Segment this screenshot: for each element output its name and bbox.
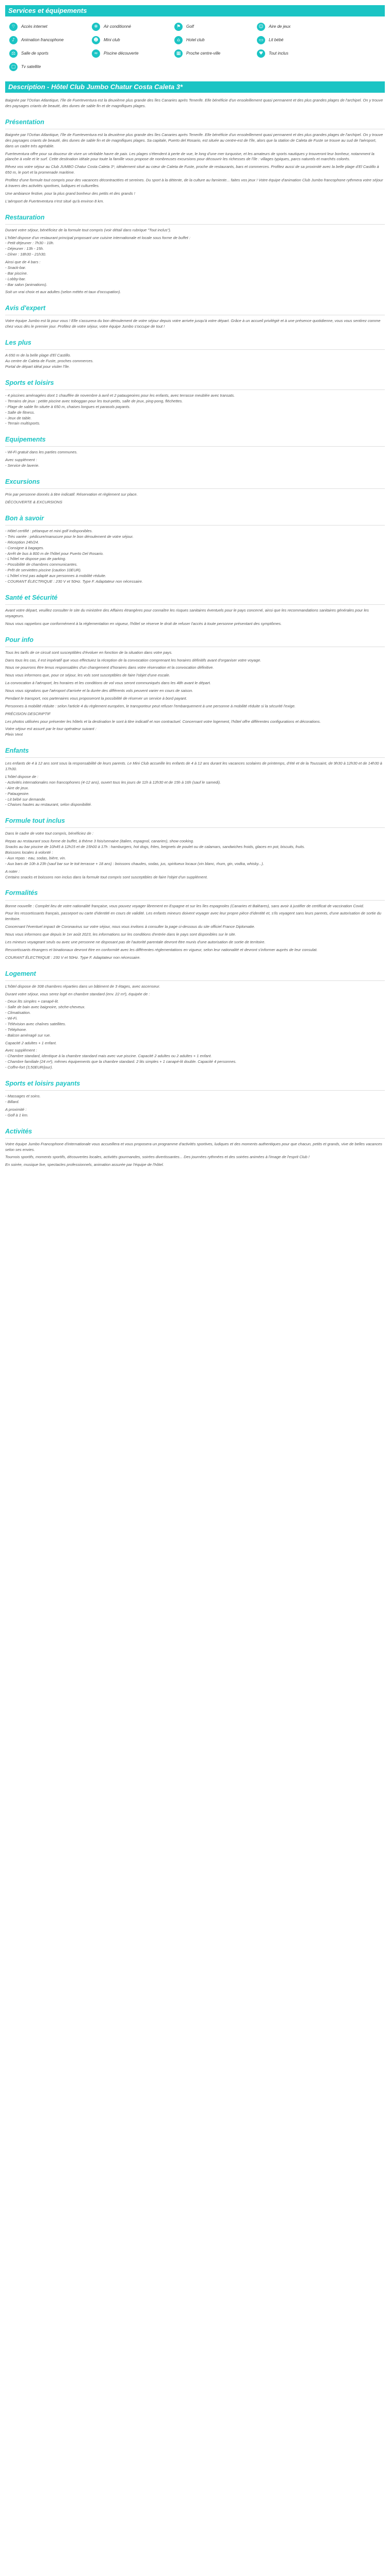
equipment-label: Mini club: [104, 38, 120, 43]
section-heading: Logement: [5, 970, 36, 977]
section-divider: [5, 1138, 385, 1139]
equipment-item: [9, 36, 92, 44]
section-paragraph: Rêvez vos votre séjour au Club JUMBO Chatur Costa Caleta 3*, idéalement situé au cœur de Caleta de Fuste, proche de restaurants, bars et commerces. Profitez aussi de sa proximité avec la belle plage d'El Castillo à 650 m, le port et la promenade maritime.: [5, 164, 379, 175]
page: [0, 5, 391, 1180]
section-paragraph: - Deux lits simples + canapé-lit. - Salle de bain avec baignoire, sèche-cheveux. - Climatisation. - Wi-Fi. - Télévision avec chaînes satellites. - Téléphone. - Balcon aménagé sur rue.: [5, 999, 86, 1038]
section-paragraph: Les mineurs voyageant seuls ou avec une personne ne disposant pas de l'autorité parentale devront être munis d'une autorisation de sortie de territoire.: [5, 939, 266, 944]
equipment-item: [9, 63, 92, 71]
section-heading: Bon à savoir: [5, 514, 44, 522]
section-heading: Avis d'expert: [5, 304, 46, 312]
section-paragraph: Tournois sportifs, moments sportifs, découvertes locales, activités gourmandes, soirées divertissantes... Des journées rythmées et des soirées animées à l'image de l'esprit Club !: [5, 1155, 309, 1160]
equipment-item: [257, 36, 339, 44]
section-paragraph: En soirée, musique live, spectacles professionnels, animation assurée par l'équipe de l'hôtel.: [5, 1162, 164, 1167]
section-paragraph: COURANT ÉLECTRIQUE : 230 V et 50Hz. Type F. Adaptateur non nécessaire.: [5, 955, 141, 960]
equipment-label: Proche centre-ville: [186, 51, 221, 56]
section-paragraph: Dans le cadre de votre tout compris, bénéficiez de :: [5, 831, 93, 836]
equipment-label: Hotel club: [186, 38, 205, 43]
child-icon: ☻: [92, 36, 100, 44]
equipment-item: [92, 36, 174, 44]
section-paragraph: - Massages et soins. - Billard.: [5, 1094, 41, 1104]
section-paragraph: Votre équipe Jumbo Francophone d'internationale vous accueillera et vous proposera un programme d'activités sportives, ludiques et des moments authentiques pour que chacun, petits et grands, vive de belles vacances selon ses envies.: [5, 1141, 382, 1152]
section-paragraph: Votre séjour est assuré par le tour opérateur suivant : Plein Vent: [5, 726, 96, 737]
section-paragraph: Pour les ressortissants français, passeport ou carte d'identité en cours de validité. Les enfants mineurs doivent voyager avec leur propre pièce d'identité et, s'ils voyagent sans leurs parents, d'une autorisation de sortie du territoire.: [5, 911, 382, 922]
building-icon: ▦: [174, 49, 183, 58]
glass-icon: ♥: [257, 49, 265, 58]
equipment-label: Salle de sports: [21, 51, 48, 56]
section-divider: [5, 349, 385, 350]
section-paragraph: Tous les tarifs de ce circuit sont susceptibles d'évoluer en fonction de la situation dans votre pays.: [5, 650, 173, 655]
wifi-icon: ⌔: [9, 23, 18, 31]
section-paragraph: PRÉCISION DESCRIPTIF: [5, 711, 51, 716]
equipment-item: [92, 49, 174, 58]
equipment-item: [174, 36, 257, 44]
equipment-label: Lit bébé: [269, 38, 284, 43]
section-paragraph: Les enfants de 4 à 12 ans sont sous la responsabilité de leurs parents. Le Mini Club accueille les enfants de 4 à 12 ans durant les vacances scolaires de printemps, d'été et de la Toussaint, de 9h30 à 12h30 et de 14h30 à 17h30.: [5, 761, 382, 772]
hotel-icon: ⌂: [174, 36, 183, 44]
section-heading: Equipements: [5, 436, 46, 444]
equipment-item: [257, 23, 339, 31]
section-paragraph: L'hôtel dispose de : - Activités internationales non francophones (4-12 ans), ouvert tous les jours de 11h à 12h30 et de 15h à 16h (sauf le samedi). - Aire de jeux. - Pataugeoire. - Lit bébé sur demande. - Chaises hautes au restaurant, selon disponibilité.: [5, 774, 221, 807]
section-paragraph: Dans tous les cas, il est impératif que vous effectuiez la réception de la convocation comprenant les horaires définitifs avant d'organiser votre voyage.: [5, 657, 262, 663]
equipment-grid: [5, 16, 385, 77]
section-heading: Formalités: [5, 889, 38, 897]
section-divider: [5, 827, 385, 828]
equipment-item: [9, 49, 92, 58]
services-header: Services et équipements: [5, 5, 385, 16]
equipment-label: Tout inclus: [269, 51, 288, 56]
section-paragraph: Nous vous informons que, pour ce séjour, les vols sont susceptibles de faire l'objet d'une escale.: [5, 673, 170, 678]
section-paragraph: Avant votre départ, veuillez consulter le site du ministère des Affaires étrangères pour connaître les risques sanitaires éventuels pour le pays concerné, ainsi que les recommandations sanitaires générales pour les voyageurs.: [5, 607, 369, 618]
section-divider: [5, 900, 385, 901]
section-paragraph: Une ambiance festive, pour la plus grand bonheur des petits et des grands !: [5, 191, 135, 196]
section-paragraph: Concernant l'éventuel impact de Coronavirus sur votre séjour, nous vous invitons à consulter la page ci-dessous du site officiel France Diplomatie.: [5, 924, 255, 929]
section-heading: Formule tout inclus: [5, 817, 65, 825]
tv-icon: ▢: [9, 63, 18, 71]
section-paragraph: Nous vous signalons que l'aéroport d'arrivée et la durée des différents vols peuvent varier en cours de saison.: [5, 688, 193, 693]
section-paragraph: Prix par personne donnés à titre indicatif. Réservation et règlement sur place.: [5, 492, 138, 497]
section-paragraph: L'aéroport de Fuerteventura n'est situé qu'à environ 8 km.: [5, 198, 104, 204]
section-heading: Activités: [5, 1127, 32, 1135]
equipment-label: Tv satellite: [21, 64, 41, 70]
section-paragraph: Repas au restaurant sous forme de buffet, à thème 3 fois/semaine (italien, espagnol, canarien), show cooking. Snacks au bar piscine de 10h45 à 12h15 et de 15h00 à 17h : hamburgers, hot dogs, frites, beignets de poulet ou de calamars, sandwiches froids, glaces en pot, biscuits, fruits. Boissons locales à volonté : - Aux repas : eau, sodas, bière, vin. - Aux bars de 10h à 23h (sauf bar sur le toit terrasse + 18 ans) : boissons chaudes, sodas, jus, spiritueux locaux (vin blanc, rhum, gin, vodka, whisky...).: [5, 839, 305, 866]
section-paragraph: L'hôtel dispose de 308 chambres réparties dans un bâtiment de 3 étages, avec ascenseur.: [5, 984, 160, 989]
equipment-item: [257, 49, 339, 58]
equipment-item: [9, 23, 92, 31]
description-sections: [5, 117, 385, 1168]
section-paragraph: Ainsi que de 4 bars : - Snack-bar. - Bar piscine. - Lobby-bar. - Bar salon (animations).: [5, 260, 47, 287]
section-paragraph: Les photos utilisées pour présenter les hôtels et la destination le sont à titre indicatif et non contractuel. Concernant votre logement, l'hôtel offre différentes configurations et décorations.: [5, 719, 321, 724]
section-paragraph: Votre équipe Jumbo est là pour vous ! Elle s'assurera du bon déroulement de votre séjour depuis votre arrivée jusqu'à votre départ. Grâce à un accueil privilégié et à une présence quotidienne, vous vous sentirez comme chez vous dès le premier jour. Profitez de votre séjour, votre équipe Jumbo s'occupe de tout !: [5, 318, 381, 329]
equipment-label: Piscine découverte: [104, 51, 139, 56]
section-divider: [5, 757, 385, 758]
section-paragraph: Avec supplément : - Service de laverie.: [5, 457, 40, 468]
section-heading: Sports et loisirs: [5, 379, 54, 386]
section-paragraph: Durant votre séjour, bénéficiez de la formule tout compris (voir détail dans rubrique "Tout inclus").: [5, 227, 171, 232]
section-paragraph: Bonne nouvelle : Complet lieu de votre nationalité française, vous pouvez voyager librement en Espagne et sur les îles espagnoles (Canaries et Baléares), sans avoir à justifier de certificat de vaccination Covid.: [5, 903, 364, 908]
section-paragraph: La convocation à l'aéroport, les horaires et les conditions de vol vous seront communiqués dans les 48h avant le départ.: [5, 681, 211, 686]
section-heading: Présentation: [5, 118, 44, 126]
snowflake-icon: ❄: [92, 23, 100, 31]
section-heading: Pour info: [5, 636, 34, 643]
section-divider: [5, 1090, 385, 1091]
section-paragraph: Nous vous rappelons que conformément à la réglementation en vigueur, l'hôtel se réserve le droit de refuser l'accès à toute personne présentant des symptômes.: [5, 621, 282, 626]
section-paragraph: Profitez d'une formule tout compris pour des vacances décontractées et sereines. Du sport à la détente, de la culture au farniente... faites vos jeux ! Votre équipe d'animation Club Jumbo francophone rythmera votre séjour à travers des activités sportives, ludiques et culturelles.: [5, 178, 383, 188]
section-paragraph: Pendant le transport, nos partenaires vous proposeront la possibilité de réserver un service à bord payant.: [5, 696, 187, 701]
section-heading: Excursions: [5, 478, 40, 485]
equipment-label: Accès internet: [21, 24, 47, 29]
section-paragraph: DÉCOUVERTE & EXCURSIONS: [5, 500, 62, 504]
section-paragraph: Fuerteventura offre pour sa douceur de vivre un véritable havre de paix. Les plages s'étendent à perte de vue, le long d'une mer turquoise, et les amateurs de sports nautiques y trouveront leur bonheur, notamment la planche à voile et le surf. Cette destination idéale pour toute la famille vous propose de nombreuses excursions pour découvrir les richesses de l'île : villages typiques, parcs naturels et marchés colorés.: [5, 151, 374, 162]
section-divider: [5, 389, 385, 390]
section-paragraph: Avec supplément : - Chambre standard, identique à la chambre standard mais avec vue piscine. Capacité 2 adultes ou 2 adultes + 1 enfant. - Chambre familiale (24 m²), mêmes équipements que la chambre standard. 2 lits simples + 1 canapé-lit double. Capacité 4 personnes. - Coffre-fort (3,50EUR/jour).: [5, 1048, 237, 1070]
section-paragraph: Ressortissants étrangers et binationaux devront être en conformité avec les différentes réglementations en vigueur, selon leur nationalité et devront s'informer auprès de leur consulat.: [5, 947, 318, 952]
section-paragraph: Personnes à mobilité réduite : selon l'article 4 du règlement européen, le transporteur peut refuser l'embarquement à une personne à mobilité réduite si la sécurité l'exige.: [5, 703, 296, 708]
dumbbell-icon: ⚖: [9, 49, 18, 58]
section-divider: [5, 224, 385, 225]
equipment-label: Air conditionné: [104, 24, 131, 29]
section-divider: [5, 525, 385, 526]
baby-bed-icon: ▭: [257, 36, 265, 44]
equipment-item: [92, 23, 174, 31]
section-paragraph: Nous ne pourrons être tenus responsables d'un changement d'horaires dans votre réservation et la convocation définitive.: [5, 665, 214, 670]
golf-flag-icon: ⚑: [174, 23, 183, 31]
equipment-label: Golf: [186, 24, 194, 29]
section-divider: [5, 980, 385, 981]
section-paragraph: L'hôtel dispose d'un restaurant principal proposant une cuisine internationale et locale sous forme de buffet : - Petit déjeuner : 7h30 - 10h. - Déjeuner : 13h - 15h. - Dîner : 18h30 - 21h30.: [5, 235, 190, 257]
section-paragraph: Nous vous informons que depuis le 1er août 2023, les informations sur les conditions d'entrée dans le pays sont disponibles sur le site.: [5, 932, 236, 937]
music-icon: ♪: [9, 36, 18, 44]
section-paragraph: A proximité : - Golf à 1 km.: [5, 1107, 29, 1117]
section-paragraph: A noter : Certains snacks et boissons non inclus dans la formule tout compris sont susceptibles de faire l'objet d'un supplément.: [5, 869, 208, 879]
pool-icon: ≈: [92, 49, 100, 58]
section-heading: Sports et loisirs payants: [5, 1079, 80, 1087]
section-paragraph: Durant votre séjour, vous serez logé en chambre standard (env. 22 m²), équipée de :: [5, 991, 150, 996]
section-heading: Les plus: [5, 339, 31, 347]
equipment-label: Animation francophone: [21, 38, 64, 43]
section-heading: Enfants: [5, 747, 29, 755]
section-paragraph: Capacité 2 adultes + 1 enfant.: [5, 1040, 57, 1045]
section-heading: Santé et Sécurité: [5, 594, 58, 601]
playground-icon: ☺: [257, 23, 265, 31]
equipment-item: [174, 49, 257, 58]
equipment-item: [174, 23, 257, 31]
section-paragraph: Soit un vrai choix et aux adultes (selon météo et taux d'occupation).: [5, 290, 121, 295]
description-header: Description - Hôtel Club Jumbo Chatur Costa Caleta 3*: [5, 81, 385, 93]
section-paragraph: Baignée par l'Océan Atlantique, l'île de Fuerteventura est la deuxième plus grande des îles Canaries après Tenerife. Elle bénéficie d'un ensoleillement quasi permanent et des plus grandes plages de l'archipel. On y trouve des paysages criants de beauté, des dunes de sable fin et de magnifiques plages. Sa capitale, Puerto del Rosario, est située au centre-est de l'île, alors que la station de Caleta de Fuste se trouve au sud de l'aéroport, dans un cadre très agréable.: [5, 132, 383, 148]
section-paragraph: - 4 piscines aménagées dont 1 chauffée de novembre à avril et 2 pataugeoires pour les enfants, avec terrasse meublée avec transats. - Terrains de jeux : petite piscine avec toboggan pour les tout-petits, salle de jeux, ping-pong, fléchettes. - Plage de sable fin située à 650 m, chaises longues et parasols payants. - Salle de fitness. - Jeux de table. - Terrain multisports.: [5, 393, 235, 426]
section-paragraph: - Hôtel certifié : pétanque et mini golf indisponibles. - Très variée : pédicure/manucure pour le bon déroulement de votre séjour. - Réception 24h/24. - Consigne à bagages. - Arrêt de bus à 800 m de l'hôtel pour Puerto Del Rosario. - L'hôtel ne dispose pas de parking. - Possibilité de chambres communicantes. - Prêt de serviettes piscine (caution 10EUR). - L'hôtel n'est pas adapté aux personnes à mobilité réduite. - COURANT ÉLECTRIQUE : 230 V et 50Hz. Type F. Adaptateur non nécessaire.: [5, 529, 143, 584]
section-divider: [5, 488, 385, 489]
section-divider: [5, 604, 385, 605]
section-divider: [5, 446, 385, 447]
section-paragraph: A 650 m de la belle plage d'El Castillo. Au centre de Caleta de Fuste, proches commerces. Portal de départ idéal pour visiter l'île.: [5, 353, 94, 369]
description-intro: Baignée par l'Océan Atlantique, l'île de Fuerteventura est la deuxième plus grande des îles Canaries après Tenerife. Elle bénéficie d'un ensoleillement quasi permanent et des plus grandes plages de l'archipel. On y trouve des paysages criants de beauté, des dunes de sable fin et de magnifiques plages.: [5, 98, 383, 108]
equipment-label: Aire de jeux: [269, 24, 291, 29]
section-heading: Restauration: [5, 213, 45, 221]
section-paragraph: - Wi-Fi gratuit dans les parties communes.: [5, 450, 78, 455]
